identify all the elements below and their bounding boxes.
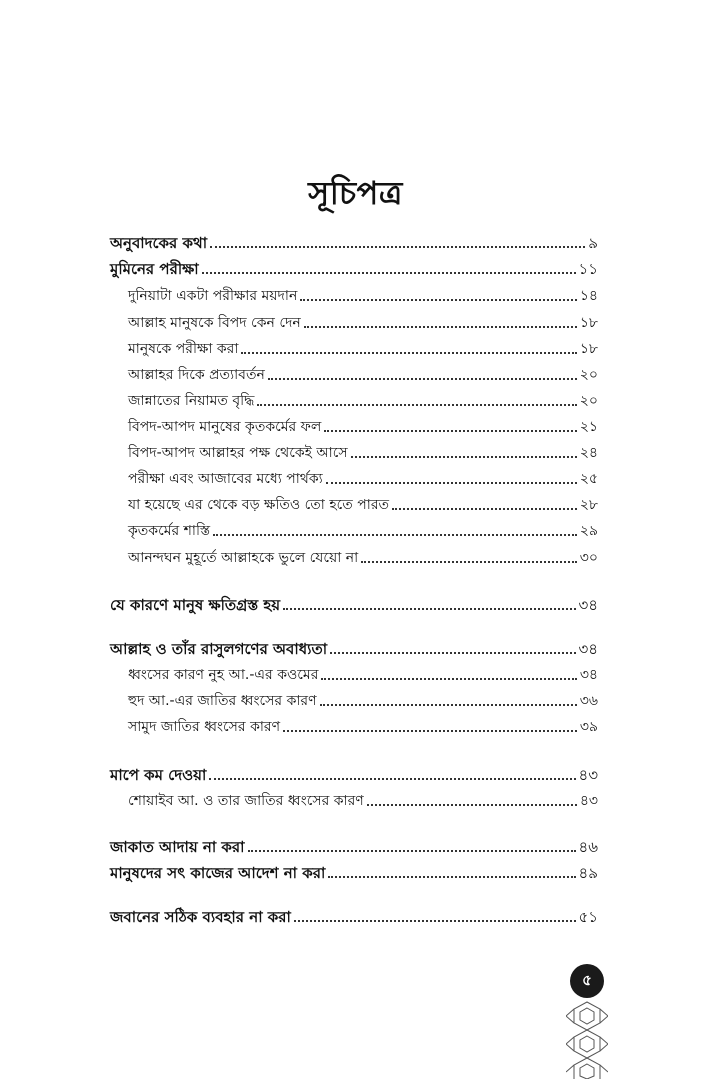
- toc-entry[interactable]: [110, 636, 598, 658]
- toc-subentry[interactable]: [128, 414, 598, 436]
- toc-entry-label: কৃতকর্মের শাস্তি: [128, 523, 211, 539]
- toc-subentry[interactable]: [128, 310, 598, 332]
- toc-subentry[interactable]: [128, 545, 598, 567]
- toc-subentry[interactable]: [128, 283, 598, 305]
- toc-subentry[interactable]: [128, 662, 598, 684]
- toc-subentry[interactable]: [128, 492, 598, 514]
- toc-entry-label: ধ্বংসের কারণ নুহ আ.-এর কওমের: [128, 667, 319, 683]
- toc-subentry[interactable]: [128, 388, 598, 410]
- leader-dots: [320, 704, 577, 706]
- leader-dots: [241, 352, 576, 354]
- toc-entry-label: বিপদ-আপদ মানুষের কৃতকর্মের ফল: [128, 419, 322, 435]
- leader-dots: [330, 652, 575, 654]
- toc-entry-page: ১৮: [579, 315, 598, 331]
- page-number-badge: ৫: [570, 964, 604, 998]
- toc-entry-page: ৪৩: [579, 793, 598, 809]
- toc-entry-page: ৩৬: [579, 693, 598, 709]
- leader-dots: [304, 326, 577, 328]
- toc-entry-page: ৩৪: [578, 596, 598, 614]
- toc-entry-label: হুদ আ.-এর জাতির ধ্বংসের কারণ: [128, 693, 317, 709]
- toc-entry[interactable]: [110, 904, 598, 926]
- geometric-ornament-icon: [566, 1000, 608, 1079]
- toc-entry-page: ৩৪: [578, 640, 598, 658]
- leader-dots: [257, 404, 576, 406]
- toc-subentry[interactable]: [128, 466, 598, 488]
- toc-entry-page: ৩০: [579, 550, 598, 566]
- leader-dots: [202, 272, 576, 274]
- toc-entry-page: ৩৯: [579, 719, 598, 735]
- toc-entry-label: আল্লাহর দিকে প্রত্যাবর্তন: [128, 367, 265, 383]
- toc-entry-page: ৪৬: [578, 838, 598, 856]
- toc-entry-label: আল্লাহ মানুষকে বিপদ কেন দেন: [128, 315, 301, 331]
- toc-entry-page: ২৯: [579, 523, 598, 539]
- toc-subentry[interactable]: [128, 788, 598, 810]
- toc-entry-page: ১৮: [579, 341, 598, 357]
- leader-dots: [328, 876, 575, 878]
- toc-entry-label: যে কারণে মানুষ ক্ষতিগ্রস্ত হয়: [110, 596, 281, 614]
- toc-entry[interactable]: [110, 762, 598, 784]
- toc-entry-label: মানুষদের সৎ কাজের আদেশ না করা: [110, 864, 326, 882]
- toc-entry[interactable]: [110, 256, 598, 278]
- toc-entry-label: অনুবাদকের কথা: [110, 234, 208, 252]
- toc-entry-page: ৪৩: [578, 766, 598, 784]
- toc-entry-page: ৯: [588, 234, 598, 252]
- toc-entry-label: মানুষকে পরীক্ষা করা: [128, 341, 239, 357]
- toc-entry-page: ৩৪: [579, 667, 598, 683]
- toc-entry[interactable]: [110, 860, 598, 882]
- toc-entry-label: দুনিয়াটা একটা পরীক্ষার ময়দান: [128, 288, 298, 304]
- toc-entry-label: জান্নাতের নিয়ামত বৃদ্ধি: [128, 393, 255, 409]
- toc-entry-page: ১৪: [579, 288, 598, 304]
- leader-dots: [326, 482, 577, 484]
- leader-dots: [351, 456, 577, 458]
- toc-subentry[interactable]: [128, 336, 598, 358]
- toc-entry-page: ২৮: [579, 497, 598, 513]
- toc-entry-label: মাপে কম দেওয়া: [110, 766, 207, 784]
- toc-entry-label: জাকাত আদায় না করা: [110, 838, 245, 856]
- toc-entry-label: যা হয়েছে এর থেকে বড় ক্ষতিও তো হতে পারত: [128, 497, 390, 513]
- leader-dots: [294, 920, 576, 922]
- toc-entry-label: আল্লাহ ও তাঁর রাসুলগণের অবাধ্যতা: [110, 640, 328, 658]
- toc-entry[interactable]: [110, 834, 598, 856]
- toc-entry-page: ২৫: [579, 471, 598, 487]
- toc-subentry[interactable]: [128, 688, 598, 710]
- leader-dots: [283, 608, 575, 610]
- toc-entry-label: সামুদ জাতির ধ্বংসের কারণ: [128, 719, 281, 735]
- toc-entry[interactable]: [110, 592, 598, 614]
- leader-dots: [210, 246, 585, 248]
- leader-dots: [209, 778, 575, 780]
- toc-entry-page: ২০: [579, 367, 598, 383]
- toc-entry-page: ২১: [579, 419, 598, 435]
- toc-entry-page: ৪৯: [578, 864, 598, 882]
- leader-dots: [324, 430, 576, 432]
- leader-dots: [213, 534, 577, 536]
- toc-subentry[interactable]: [128, 714, 598, 736]
- toc-entry-label: মুমিনের পরীক্ষা: [110, 260, 199, 278]
- toc-entry-label: জবানের সঠিক ব্যবহার না করা: [110, 908, 291, 926]
- leader-dots: [361, 561, 577, 563]
- toc-entry-page: ৫১: [578, 908, 598, 926]
- leader-dots: [367, 804, 577, 806]
- leader-dots: [300, 299, 577, 301]
- page-title: সূচিপত্র: [308, 174, 403, 212]
- leader-dots: [392, 508, 577, 510]
- toc-entry-label: পরীক্ষা এবং আজাবের মধ্যে পার্থক্য: [128, 471, 323, 487]
- toc-entry-label: আনন্দঘন মুহূর্তে আল্লাহকে ভুলে যেয়ো না: [128, 550, 359, 566]
- toc-entry-page: ১১: [578, 260, 598, 278]
- toc-entry[interactable]: [110, 230, 598, 252]
- toc-entry-page: ২০: [579, 393, 598, 409]
- leader-dots: [283, 730, 577, 732]
- toc-entry-page: ২৪: [579, 445, 598, 461]
- leader-dots: [248, 850, 576, 852]
- toc-entry-label: শোয়াইব আ. ও তার জাতির ধ্বংসের কারণ: [128, 793, 364, 809]
- leader-dots: [268, 378, 577, 380]
- toc-entry-label: বিপদ-আপদ আল্লাহর পক্ষ থেকেই আসে: [128, 445, 348, 461]
- toc-subentry[interactable]: [128, 440, 598, 462]
- leader-dots: [321, 678, 576, 680]
- toc-subentry[interactable]: [128, 362, 598, 384]
- toc-subentry[interactable]: [128, 518, 598, 540]
